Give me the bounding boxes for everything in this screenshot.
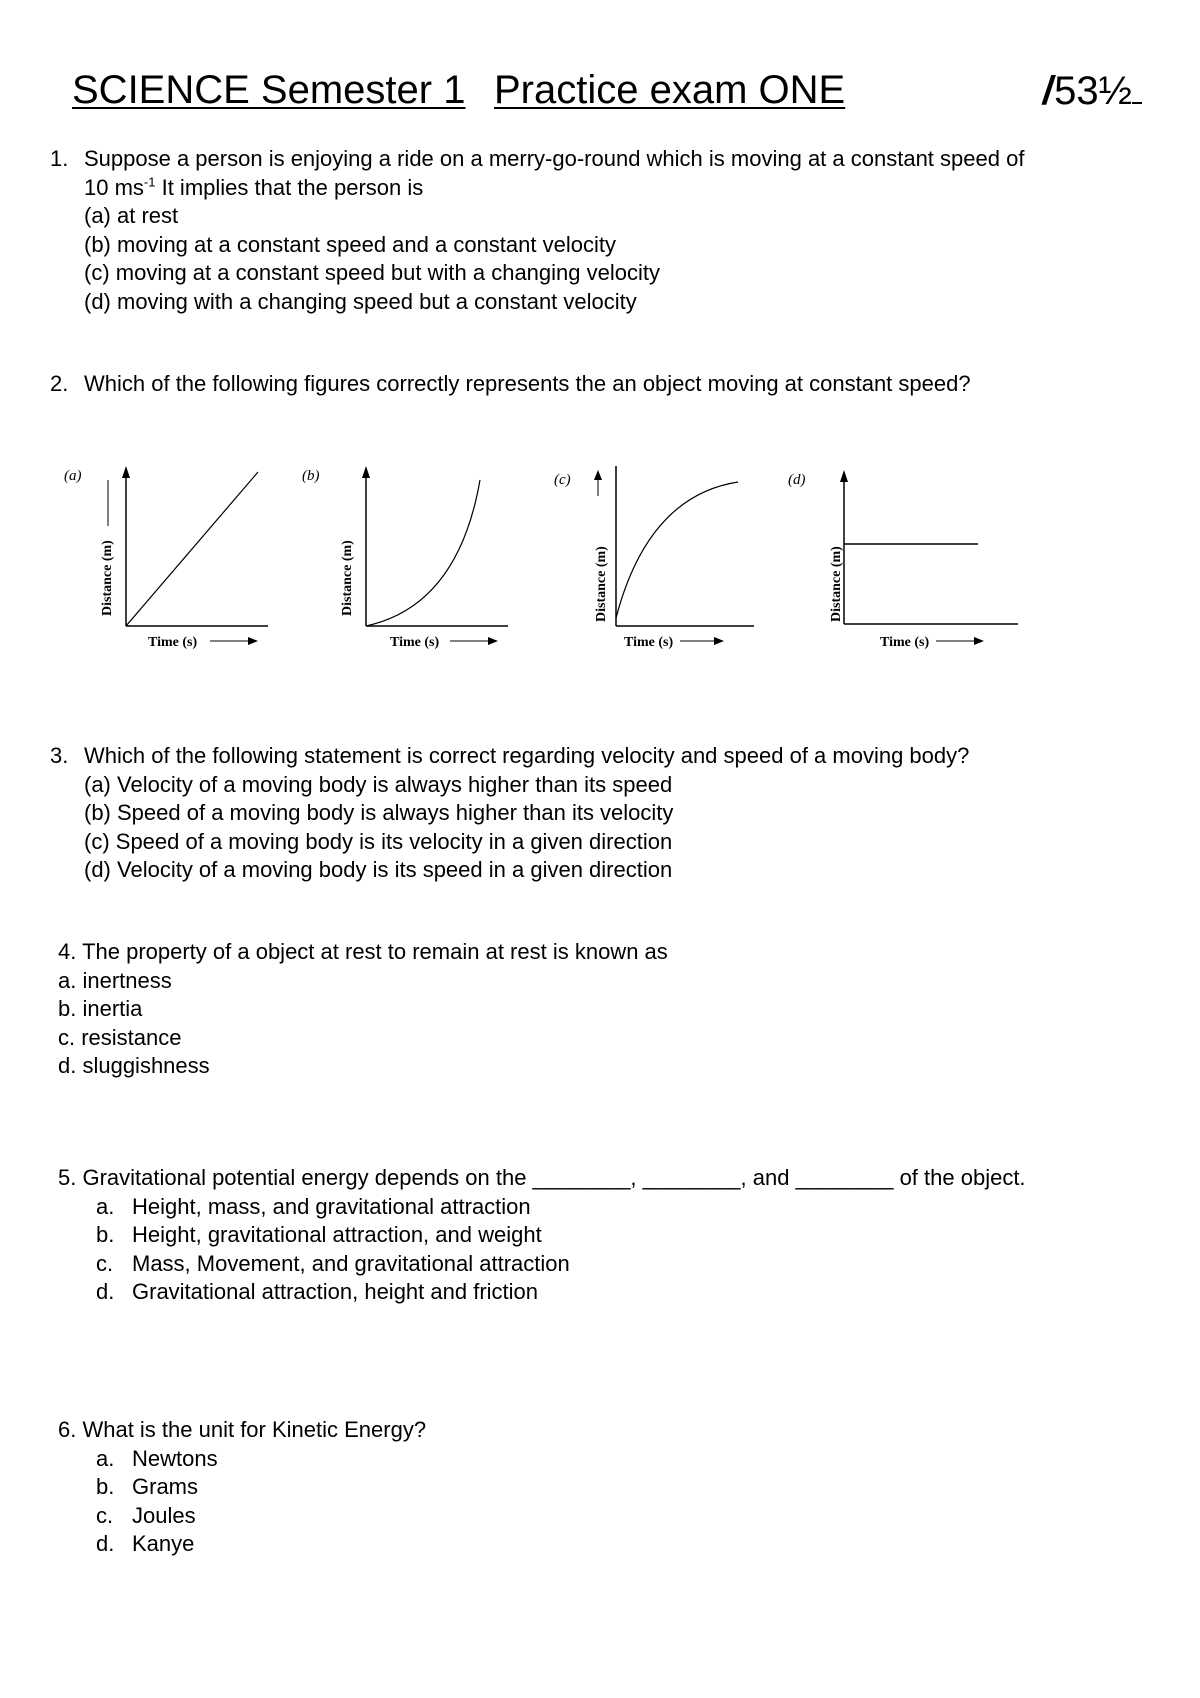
question-6-text: 6. What is the unit for Kinetic Energy? bbox=[58, 1417, 427, 1442]
question-3-option-a: (a) Velocity of a moving body is always higher than its speed bbox=[84, 771, 673, 797]
figure-b-ylabel: Distance (m) bbox=[340, 540, 355, 616]
question-5-option-d-letter: d. bbox=[96, 1279, 115, 1304]
figure-b-label: (b) bbox=[302, 468, 320, 484]
question-5-option-d-text: Gravitational attraction, height and friction bbox=[132, 1279, 539, 1304]
question-6-options bbox=[96, 1445, 426, 1559]
question-6-option-d-letter: d. bbox=[96, 1531, 115, 1556]
question-3-option-d: (d) Velocity of a moving body is its speed in a given direction bbox=[84, 857, 673, 882]
figure-d-svg bbox=[786, 456, 1046, 656]
exam-title-subject: SCIENCE Semester 1 bbox=[72, 68, 466, 112]
figure-a-ylabel: Distance (m) bbox=[100, 540, 115, 616]
question-2-text: Which of the following figures correctly represents the an object moving at constant speed? bbox=[84, 371, 971, 396]
question-6-option-c-text: Joules bbox=[132, 1502, 196, 1528]
question-5-text: 5. Gravitational potential energy depends on the ________, ________, and ________ of the object. bbox=[58, 1165, 1026, 1190]
figure-b-curve bbox=[366, 480, 480, 626]
figure-d-xlabel: Time (s) bbox=[880, 635, 930, 650]
question-6-option-d-text: Kanye bbox=[132, 1531, 195, 1556]
figure-c bbox=[548, 456, 788, 656]
figure-d bbox=[786, 456, 1026, 656]
question-6-option-b bbox=[96, 1473, 426, 1502]
figure-c-curve bbox=[616, 482, 738, 618]
question-1-line-2-rest: It implies that the person is bbox=[155, 174, 424, 200]
question-5-option-c-text: Mass, Movement, and gravitational attraction bbox=[132, 1250, 570, 1276]
question-6-option-b-letter: b. bbox=[96, 1474, 115, 1499]
question-6-option-a-letter: a. bbox=[96, 1445, 115, 1471]
question-5-options bbox=[96, 1193, 1026, 1307]
figure-c-xlabel-arrowhead bbox=[714, 637, 724, 645]
figure-b bbox=[298, 456, 538, 656]
figure-a-xlabel: Time (s) bbox=[148, 635, 198, 650]
question-4-option-c: c. resistance bbox=[58, 1024, 182, 1050]
question-1-unit-exponent: -1 bbox=[143, 174, 156, 190]
question-3-number: 3. bbox=[50, 743, 69, 768]
figure-b-y-arrow bbox=[362, 466, 370, 478]
figure-a-svg bbox=[58, 456, 298, 656]
question-1-option-b: (b) moving at a constant speed and a constant velocity bbox=[84, 231, 616, 257]
figure-d-label: (d) bbox=[788, 472, 806, 488]
question-4-option-a: a. inertness bbox=[58, 967, 172, 993]
figure-c-ylabel-arrowhead bbox=[594, 470, 602, 480]
question-2-figures bbox=[58, 456, 1038, 656]
question-1-option-d: (d) moving with a changing speed but a constant velocity bbox=[84, 288, 637, 314]
question-5-option-a-letter: a. bbox=[96, 1193, 115, 1219]
question-6-option-b-text: Grams bbox=[132, 1474, 198, 1499]
question-3-text: Which of the following statement is correct regarding velocity and speed of a moving body? bbox=[84, 743, 970, 768]
figure-c-label: (c) bbox=[554, 472, 571, 488]
question-1-option-a: (a) at rest bbox=[84, 203, 179, 228]
question-6-option-c bbox=[96, 1502, 426, 1531]
question-1-unit: 10 ms bbox=[84, 174, 144, 200]
question-6 bbox=[58, 1416, 426, 1559]
question-6-option-a bbox=[96, 1445, 426, 1474]
question-5-option-a bbox=[96, 1193, 1026, 1222]
figure-d-ylabel: Distance (m) bbox=[829, 546, 844, 622]
figure-d-y-arrow bbox=[840, 470, 848, 482]
figure-a-y-arrow bbox=[122, 466, 130, 478]
figure-c-ylabel: Distance (m) bbox=[594, 546, 609, 622]
figure-a-xlabel-arrowhead bbox=[248, 637, 258, 645]
score-total bbox=[1039, 66, 1142, 115]
figure-a-label: (a) bbox=[64, 468, 82, 484]
exam-title-name: Practice exam ONE bbox=[494, 68, 846, 112]
question-5-option-a-text: Height, mass, and gravitational attraction bbox=[132, 1193, 531, 1219]
question-3-option-c: (c) Speed of a moving body is its velocity in a given direction bbox=[84, 828, 673, 854]
score-blank-line bbox=[1132, 66, 1142, 104]
question-6-option-c-letter: c. bbox=[96, 1502, 114, 1528]
question-4 bbox=[58, 938, 668, 1081]
figure-b-xlabel: Time (s) bbox=[390, 635, 440, 650]
figure-b-xlabel-arrowhead bbox=[488, 637, 498, 645]
score-slash: / bbox=[1039, 69, 1058, 113]
question-5-option-c-letter: c. bbox=[96, 1250, 114, 1276]
question-6-option-a-text: Newtons bbox=[132, 1445, 218, 1471]
question-5-option-c bbox=[96, 1250, 1026, 1279]
question-2-number: 2. bbox=[50, 371, 69, 396]
question-4-text: 4. The property of a object at rest to remain at rest is known as bbox=[58, 939, 668, 964]
figure-c-svg bbox=[548, 456, 788, 656]
question-4-option-b: b. inertia bbox=[58, 996, 143, 1021]
question-1-line-2 bbox=[84, 174, 1024, 203]
question-1-number: 1. bbox=[50, 146, 69, 171]
figure-a bbox=[58, 456, 298, 656]
question-5-option-b-letter: b. bbox=[96, 1222, 115, 1247]
figure-d-xlabel-arrowhead bbox=[974, 637, 984, 645]
question-3-option-b: (b) Speed of a moving body is always higher than its velocity bbox=[84, 800, 674, 825]
question-1-option-c: (c) moving at a constant speed but with a changing velocity bbox=[84, 260, 660, 285]
question-5-option-b bbox=[96, 1221, 1026, 1250]
question-6-option-d bbox=[96, 1530, 426, 1559]
figure-a-curve bbox=[126, 472, 258, 626]
question-5 bbox=[58, 1164, 1026, 1307]
question-1-line-1: Suppose a person is enjoying a ride on a merry-go-round which is moving at a constant speed of bbox=[84, 146, 1025, 171]
question-4-option-d: d. sluggishness bbox=[58, 1053, 210, 1078]
figure-c-xlabel: Time (s) bbox=[624, 635, 674, 650]
exam-header bbox=[72, 66, 1142, 122]
question-5-option-d bbox=[96, 1278, 1026, 1307]
question-5-option-b-text: Height, gravitational attraction, and weight bbox=[132, 1222, 542, 1247]
score-value: 53½ bbox=[1054, 69, 1132, 113]
figure-b-svg bbox=[298, 456, 538, 656]
